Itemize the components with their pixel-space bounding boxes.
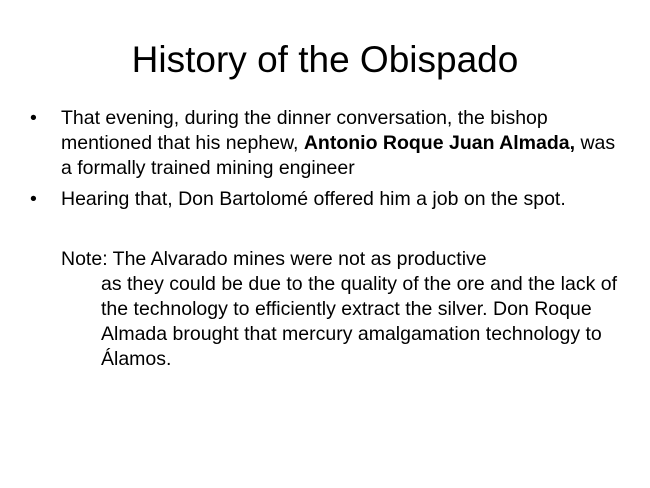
bullet-text-bold: Antonio Roque Juan Almada,	[303, 132, 576, 154]
bullet-item	[30, 106, 630, 181]
bullet-list	[30, 106, 630, 218]
note-body: as they could be due to the quality of the ore and the lack of the technology to efficiently extract the silver. Don Roque Almada brought that mercury amalgamation technology to Álamos.	[101, 273, 618, 370]
bullet-text-pre: That evening, during the dinner conversation, the bishop mentioned that his nephew,	[61, 107, 548, 154]
note-first-line: Note: The Alvarado mines were not as productive	[61, 248, 487, 270]
bullet-text: Hearing that, Don Bartolomé offered him a job on the spot.	[61, 188, 566, 210]
bullet-text	[61, 107, 615, 179]
bullet-text-post: was a formally trained mining engineer	[61, 132, 616, 179]
bullet-item	[30, 187, 630, 212]
bullet-icon: •	[30, 188, 37, 210]
note	[61, 247, 621, 372]
slide-title: History of the Obispado	[131, 39, 519, 80]
bullet-icon: •	[30, 107, 37, 129]
